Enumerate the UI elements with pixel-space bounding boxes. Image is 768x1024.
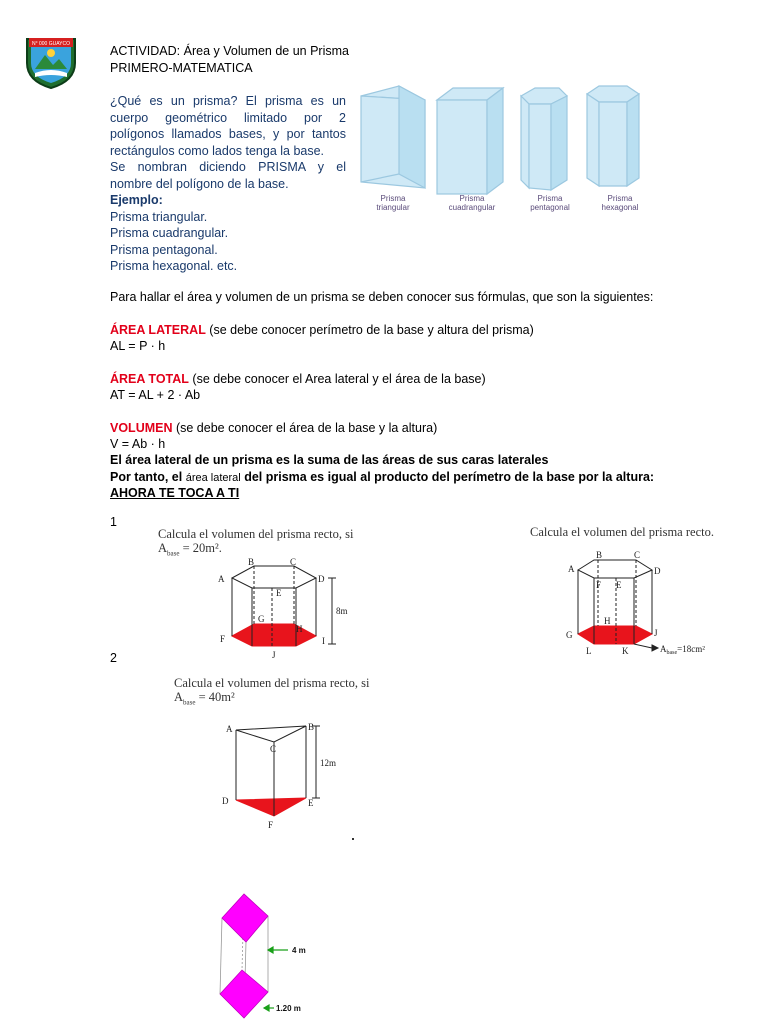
lateral-area-formula: AL = P · h [110, 339, 166, 353]
svg-text:G: G [258, 614, 265, 624]
exercise-2-prompt: Calcula el volumen del prisma recto. [530, 525, 714, 539]
svg-text:A: A [218, 574, 225, 584]
exercise-number: 2 [110, 651, 117, 665]
lateral-note: El área lateral de un prisma es la suma de las áreas de sus caras laterales [110, 453, 549, 467]
svg-text:C: C [290, 558, 297, 567]
svg-text:A: A [568, 564, 575, 574]
course-title: PRIMERO-MATEMATICA [110, 61, 253, 75]
prism-label: Prisma triangular [376, 194, 410, 212]
pentagonal-prism-shape [521, 88, 567, 190]
exercise-1-prompt: Calcula el volumen del prisma recto, si $A_{base} = 20m^2$. [158, 527, 354, 558]
svg-text:A: A [226, 724, 233, 734]
exercise-2-hexagonal-prism [564, 548, 744, 660]
prism-label: Prisma cuadrangular [448, 194, 496, 212]
total-area-heading [110, 371, 670, 388]
svg-text:K: K [622, 646, 629, 656]
svg-text:1.20 m: 1.20 m [276, 1004, 301, 1013]
svg-text:8m: 8m [336, 606, 348, 616]
volume-desc: (se debe conocer el área de la base y la altura) [172, 421, 438, 435]
exercise-1-hexagonal-prism [212, 558, 352, 662]
example-item: Prisma hexagonal. etc. [110, 259, 238, 273]
lateral-area-title: ÁREA LATERAL [110, 323, 206, 337]
svg-text:B: B [248, 558, 255, 567]
exercise-3-prompt: Calcula el volumen del prisma recto, si $A_{base} = 40m^2$ [174, 676, 370, 707]
lateral-area-heading [110, 322, 670, 339]
square-prism-shape [437, 88, 503, 194]
exercise-4-square-prism [212, 890, 352, 1020]
svg-text:E: E [308, 798, 314, 808]
svg-text:12m: 12m [320, 758, 337, 768]
svg-text:Abase=18cm²: $A_{base}=18cm^2$ [660, 644, 705, 656]
hexagonal-prism-shape [587, 86, 639, 186]
svg-text:J: J [654, 628, 658, 638]
svg-text:C: C [270, 744, 277, 754]
volume-title: VOLUMEN [110, 421, 173, 435]
volume-heading [110, 420, 670, 437]
naming-paragraph: Se nombran diciendo PRISMA y el nombre del polígono de la base. [110, 160, 346, 191]
formulas-intro: Para hallar el área y volumen de un prisma se deben conocer sus fórmulas, que son la siguientes: [110, 290, 654, 304]
activity-title: ACTIVIDAD: Área y Volumen de un Prisma [110, 44, 349, 58]
svg-text:G: G [566, 630, 573, 640]
triangular-prism-shape [361, 86, 425, 188]
example-item: Prisma pentagonal. [110, 242, 218, 257]
svg-text:D: D [318, 574, 325, 584]
lateral-note-2: Por tanto, el área lateral del prisma es igual al producto del perímetro de la base por la altura: [110, 470, 655, 484]
svg-text:F: F [596, 580, 602, 590]
lateral-area-desc: (se debe conocer perímetro de la base y altura del prisma) [205, 323, 534, 337]
svg-text:B: B [308, 722, 315, 732]
svg-text:4 m: 4 m [292, 946, 306, 955]
svg-text:C: C [634, 550, 641, 560]
svg-text:D: D [222, 796, 229, 806]
svg-text:J: J [272, 650, 276, 660]
example-item: Prisma cuadrangular. [110, 226, 229, 240]
definition-paragraph: ¿Qué es un prisma? El prisma es un cuerpo geométrico limitado por 2 polígonos llamados bases, y por tantos rectángulos como lados tenga la base. [110, 94, 346, 158]
svg-text:F: F [220, 634, 226, 644]
prism-label: Prisma pentagonal [530, 194, 570, 212]
example-item: Prisma triangular. [110, 209, 208, 224]
school-logo [25, 33, 77, 89]
prism-definition [110, 93, 346, 275]
svg-text:E: E [616, 580, 622, 590]
exercise-3-triangular-prism [218, 718, 358, 830]
svg-text:H: H [296, 624, 303, 634]
volume-formula: V = Ab · h [110, 437, 166, 451]
svg-text:E: E [276, 588, 282, 598]
svg-text:L: L [586, 646, 592, 656]
svg-text:H: H [604, 616, 611, 626]
total-area-title: ÁREA TOTAL [110, 372, 189, 386]
svg-text:I: I [322, 636, 325, 646]
stray-mark [352, 838, 354, 840]
your-turn-heading: AHORA TE TOCA A TI [110, 486, 240, 500]
svg-text:B: B [596, 550, 603, 560]
logo-text: N° 000 GUAYCO [31, 41, 71, 47]
svg-text:D: D [654, 566, 661, 576]
total-area-formula: AT = AL + 2 · Ab [110, 388, 201, 402]
example-label: Ejemplo: [110, 193, 163, 207]
exercise-number: 1 [110, 515, 117, 529]
total-area-desc: (se debe conocer el Area lateral y el área de la base) [188, 372, 486, 386]
svg-text:F: F [268, 820, 274, 830]
prism-label: Prisma hexagonal [601, 194, 639, 212]
